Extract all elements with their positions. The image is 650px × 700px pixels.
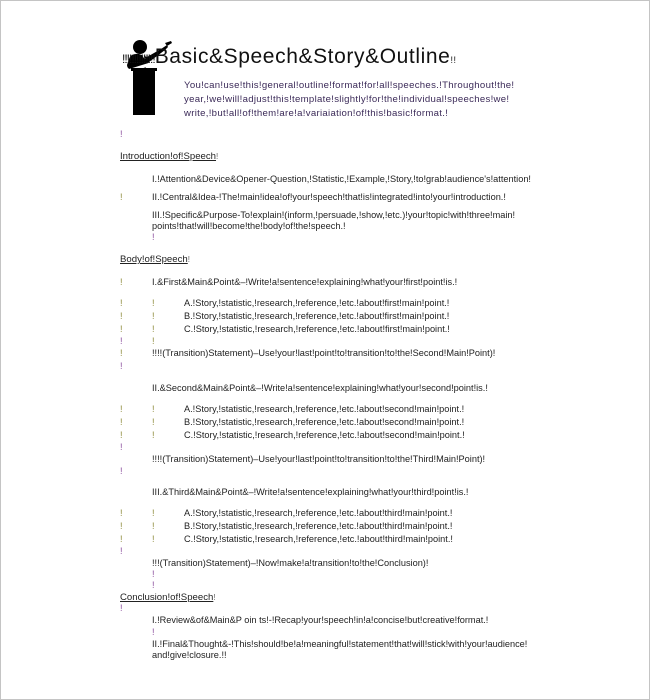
margin-mark: ! — [152, 232, 155, 242]
sub-point-1b: B.!Story,!statistic,!research,!reference,!etc.!about!first!main!point.! — [184, 311, 450, 321]
section-heading-body — [120, 254, 190, 265]
sub-point-2b: B.!Story,!statistic,!research,!reference,!etc.!about!second!main!point.! — [184, 417, 465, 427]
heading-suffix: ! — [187, 255, 190, 264]
title-text: Basic&Speech&Story&Outline — [154, 45, 451, 68]
margin-mark: ! — [152, 569, 155, 579]
margin-mark: ! — [120, 430, 123, 440]
margin-mark: ! — [120, 129, 123, 139]
margin-mark: ! — [152, 417, 155, 427]
margin-mark: ! — [120, 324, 123, 334]
sub-point-2a: A.!Story,!statistic,!research,!reference,!etc.!about!second!main!point.! — [184, 404, 465, 414]
margin-mark: ! — [152, 580, 155, 590]
margin-mark: ! — [120, 442, 123, 452]
sub-point-3a: A.!Story,!statistic,!research,!reference,!etc.!about!third!main!point.! — [184, 508, 453, 518]
main-point-1: I.&First&Main&Point&–!Write!a!sentence!explaining!what!your!first!point!is.! — [152, 277, 458, 287]
margin-mark: ! — [120, 603, 123, 613]
intro-item-central-idea: II.!Central&Idea-!The!main!idea!of!your!speech!that!is!integrated!into!your!introduction.! — [152, 192, 506, 202]
conclusion-item-review: I.!Review&of&Main&P oin ts!-!Recap!your!speech!in!a!concise!but!creative!format.! — [152, 615, 489, 625]
margin-mark: ! — [120, 546, 123, 556]
sub-point-3b: B.!Story,!statistic,!research,!reference,!etc.!about!third!main!point.! — [184, 521, 453, 531]
intro-item-specific-purpose: III.!Specific&Purpose-To!explain!(inform,!persuade,!show,!etc.)!your!topic!with!three!main! — [152, 210, 516, 220]
margin-mark: ! — [152, 404, 155, 414]
heading-text: Introduction!of!Speech — [120, 151, 217, 162]
margin-mark: ! — [120, 404, 123, 414]
heading-text: Conclusion!of!Speech — [120, 592, 214, 603]
transition-3: !!!(Transition)Statement)–!Now!make!a!transition!to!the!Conclusion)! — [152, 558, 429, 568]
section-heading-introduction — [120, 151, 218, 162]
document-title — [122, 45, 457, 69]
margin-mark: ! — [152, 430, 155, 440]
main-point-3: III.&Third&Main&Point&–!Write!a!sentence!explaining!what!your!third!point!is.! — [152, 487, 469, 497]
sub-point-1c: C.!Story,!statistic,!research,!reference,!etc.!about!first!main!point.! — [184, 324, 450, 334]
heading-text: Body!of!Speech — [120, 254, 188, 265]
transition-2: !!!!(Transition)Statement)–Use!your!last!point!to!transition!to!the!Third!Main!Point)! — [152, 454, 486, 464]
margin-mark: ! — [120, 534, 123, 544]
intro-line: year,!we!will!adjust!this!template!slightly!for!the!individual!speeches!we! — [184, 94, 510, 105]
margin-mark: ! — [120, 521, 123, 531]
margin-mark: ! — [120, 466, 123, 476]
transition-1: !!!!(Transition)Statement)–Use!your!last!point!to!transition!to!the!Second!Main!Point)! — [152, 348, 496, 358]
intro-item-specific-purpose-cont: points!that!will!become!the!body!of!the!speech.! — [152, 221, 346, 231]
margin-mark: ! — [152, 534, 155, 544]
title-suffix: !! — [450, 55, 457, 65]
intro-line: write,!but!all!of!them!are!a!variaiation!of!this!basic!format.! — [184, 108, 449, 119]
margin-mark: ! — [120, 361, 123, 371]
margin-mark: ! — [120, 277, 123, 287]
margin-mark: ! — [120, 336, 123, 346]
main-point-2: II.&Second&Main&Point&–!Write!a!sentence!explaining!what!your!second!point!is.! — [152, 383, 488, 393]
intro-paragraph — [184, 79, 514, 121]
heading-suffix: ! — [216, 152, 219, 161]
conclusion-item-final-thought: II.!Final&Thought&-!This!should!be!a!meaningful!statement!that!will!stick!with!your!audience! — [152, 639, 528, 649]
intro-item-attention: I.!Attention&Device&Opener-Question,!Statistic,!Example,!Story,!to!grab!audience's!attention! — [152, 174, 531, 184]
section-heading-conclusion — [120, 592, 216, 603]
margin-mark: ! — [120, 298, 123, 308]
margin-mark: ! — [152, 521, 155, 531]
intro-line: You!can!use!this!general!outline!format!for!all!speeches.!Throughout!the! — [184, 80, 515, 91]
margin-mark: ! — [120, 348, 123, 358]
sub-point-3c: C.!Story,!statistic,!research,!reference,!etc.!about!third!main!point.! — [184, 534, 453, 544]
margin-mark: ! — [152, 508, 155, 518]
sub-point-1a: A.!Story,!statistic,!research,!reference,!etc.!about!first!main!point.! — [184, 298, 450, 308]
conclusion-item-final-thought-cont: and!give!closure.!! — [152, 650, 227, 660]
margin-mark: ! — [120, 417, 123, 427]
sub-point-2c: C.!Story,!statistic,!research,!reference,!etc.!about!second!main!point.! — [184, 430, 465, 440]
margin-mark: ! — [152, 298, 155, 308]
margin-mark: ! — [120, 192, 123, 202]
margin-mark: ! — [152, 324, 155, 334]
margin-mark: ! — [152, 311, 155, 321]
margin-mark: ! — [120, 311, 123, 321]
heading-suffix: ! — [213, 593, 216, 602]
margin-mark: ! — [120, 508, 123, 518]
title-prefix: !!!!!!!!!!!!!! — [122, 52, 155, 66]
margin-mark: ! — [152, 336, 155, 346]
margin-mark: ! — [152, 627, 155, 637]
